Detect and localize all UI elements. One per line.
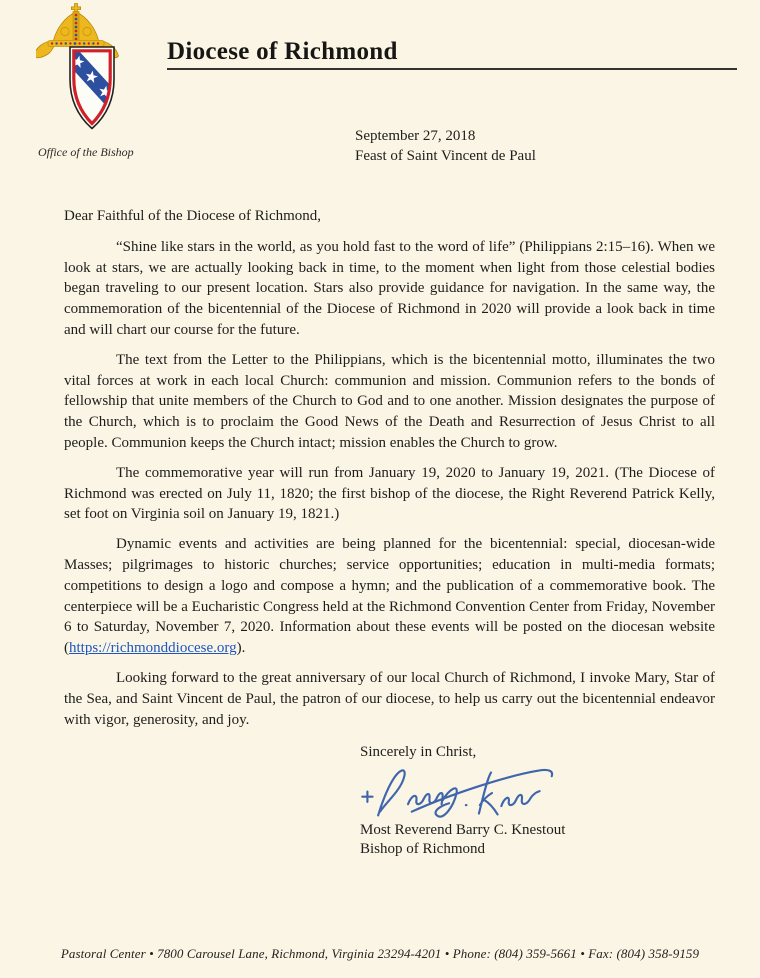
page-title: Diocese of Richmond [167,38,398,65]
footer-address: Pastoral Center • 7800 Carousel Lane, Richmond, Virginia 23294-4201 • Phone: (804) 359-5661 • Fax: (804) 358-9159 [60,946,700,961]
paragraph-1: “Shine like stars in the world, as you hold fast to the word of life” (Philippians 2:15–16). When we look at stars, we are actually looking back in time, to the moment when light from those celestial bodies began traveling to our present location. Stars also provide guidance for navigation. In the same way, the commemoration of the bicentennial of the Diocese of Richmond in 2020 will provide a look back in time and will chart our course for the future. [64,238,715,338]
letter-body [64,206,715,859]
diocese-website-link[interactable]: https://richmonddiocese.org [69,640,237,657]
masthead [167,38,737,70]
paragraph-4 [64,534,715,659]
date-block [355,127,536,166]
signoff-block [360,742,715,859]
paragraph-4-text-after: ). [236,640,246,657]
paragraph-2: The text from the Letter to the Philippians, which is the bicentennial motto, illuminates the two vital forces at work in each local Church: communion and mission. Communion refers to the bonds of fellowship that unite members of the Church to God and to one another. Mission designates the purpose of the Church, which is to proclaim the Good News of the Death and Resurrection of Jesus Christ to all people. Communion keeps the Church intact; mission enables the Church to grow. [64,351,715,451]
paragraph-4-text: Dynamic events and activities are being planned for the bicentennial: special, diocesan-wide Masses; pilgrimages to historic churches; service opportunities; education in multi-media formats; competitions to design a logo and compose a hymn; and the publication of a commemorative book. The centerpiece will be a Eucharistic Congress held at the Richmond Convention Center from Friday, November 6 to Saturday, November 7, 2020. Information about these events will be posted on the diocesan website ( [64,536,715,657]
bishop-signature [348,765,580,821]
valediction: Sincerely in Christ, [360,744,477,761]
feast-line: Feast of Saint Vincent de Paul [355,147,536,164]
diocese-crest-icon [36,3,124,131]
date-line: September 27, 2018 [355,128,476,144]
signer-role: Bishop of Richmond [360,841,486,858]
paragraph-5: Looking forward to the great anniversary of our local Church of Richmond, I invoke Mary, Star of the Sea, and Saint Vincent de Paul, the patron of our diocese, to help us carry out the bicentennial endeavor with vigor, generosity, and joy. [64,669,715,728]
salutation: Dear Faithful of the Diocese of Richmond, [64,208,322,224]
signer-name: Most Reverend Barry C. Knestout [360,822,566,839]
paragraph-3: The commemorative year will run from January 19, 2020 to January 19, 2021. (The Diocese of Richmond was erected on July 11, 1820; the first bishop of the diocese, the Right Reverend Patrick Kelly, set foot on Virginia soil on January 19, 1821.) [64,464,715,523]
office-label: Office of the Bishop [38,145,134,159]
